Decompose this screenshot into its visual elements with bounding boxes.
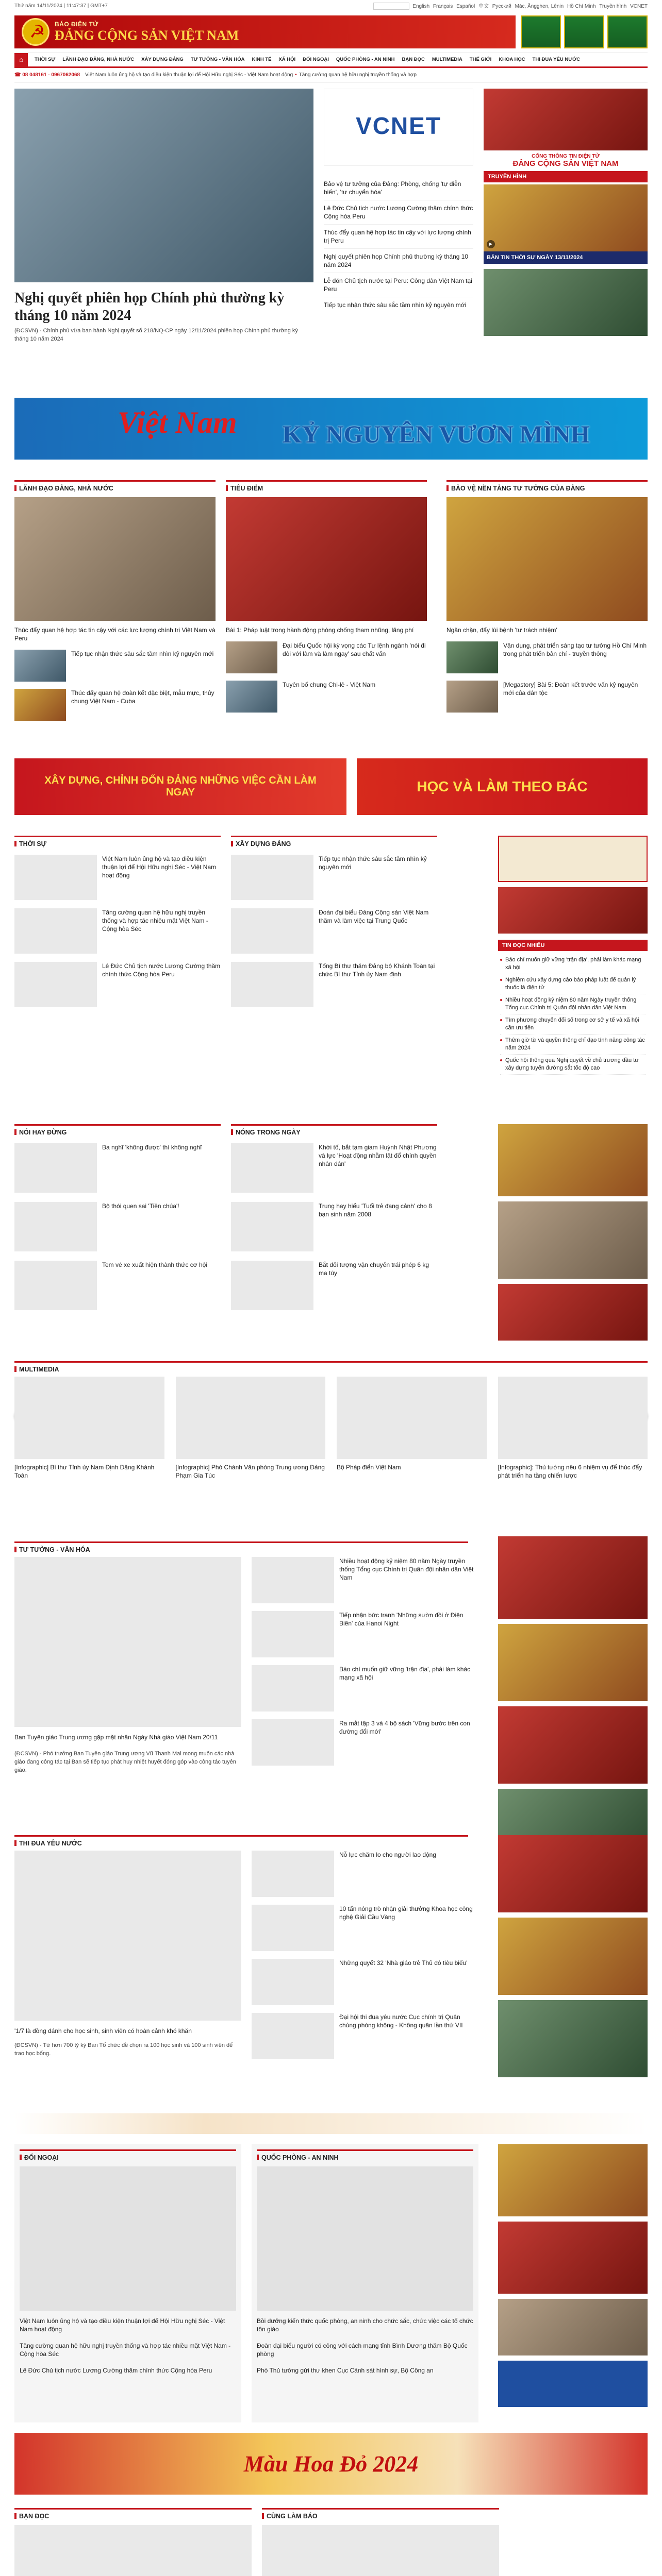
ribbon-ad[interactable] [14,2113,648,2134]
right-ad[interactable] [498,1124,648,1196]
article-title[interactable]: Bắt đối tượng vận chuyển trái phép 6 kg ma túy [319,1261,429,1277]
article-sapo: (ĐCSVN) - Từ hơn 700 tỷ ký Ban Tổ chức đề chọn ra 100 học sinh và 100 sinh viên để trao học bổng. [14,2042,233,2057]
article-title[interactable]: Tiếp nhận bức tranh 'Những sườn đồi ở Điện Biên' của Hanoi Night [339,1612,464,1627]
viet-nam-banner[interactable] [14,398,648,460]
section-title[interactable]: XÂY DỰNG ĐẢNG [231,836,437,848]
top-link-hcm[interactable]: Hồ Chí Minh [567,3,596,9]
article-image[interactable] [262,2525,499,2576]
thumb[interactable] [14,1143,97,1193]
play-icon[interactable]: ▶ [487,240,495,248]
article-title[interactable]: Bồi dưỡng kiến thức quốc phòng, an ninh cho chức sắc, chức việc các tổ chức tôn giáo [257,2317,473,2333]
right-ad[interactable] [498,2144,648,2216]
list-item[interactable] [252,1959,478,2008]
header-ad[interactable] [607,15,648,48]
article-title[interactable]: Thúc đẩy quan hệ hợp tác tin cậy với các lực lượng chính trị Việt Nam và Peru [14,626,216,642]
list-item[interactable]: Báo chí muốn giữ vững 'trận địa', phải làm khác mạng xã hội [500,954,646,974]
list-item[interactable]: Nghiêm cứu xây dựng cảo báo pháp luật để quản lý thuốc lá điện tử [500,974,646,994]
thumb[interactable] [14,855,97,900]
article-title[interactable]: Việt Nam luôn ủng hộ và tạo điều kiện thuận lợi để Hội Hữu nghị Séc - Việt Nam hoạt động [102,855,217,879]
language-link-cn[interactable]: 中文 [478,3,489,9]
thumb[interactable] [446,681,498,713]
hotline: ☎ 08 048161 - 0967062068 [14,72,80,78]
banner-title: Màu Hoa Đỏ 2024 [243,2451,419,2477]
article-title[interactable]: '1/7 là đồng đánh cho học sinh, sinh viên có hoàn cảnh khó khăn [14,2027,192,2035]
thumb[interactable] [252,1905,334,1951]
list-item[interactable] [14,1202,221,1253]
section-thoisu [14,836,221,1008]
article-title[interactable]: Tiếp tục nhận thức sâu sắc tầm nhìn kỷ nguyên mới [71,650,214,657]
article-title[interactable]: Tổng Bí thư thăm Đảng bộ Khánh Toàn tại chức Bí thư Tỉnh ủy Nam định [319,962,435,978]
side-news-item[interactable]: Lê Đức Chủ tịch nước Lương Cường thăm chính thức Cộng hòa Peru [324,200,473,225]
article-title[interactable]: Khởi tố, bắt tạm giam Huỳnh Nhật Phương và lực 'Hoạt động nhằm lật đổ chính quyền nhân dân' [319,1144,437,1167]
list-item[interactable] [252,1665,478,1714]
list-item[interactable] [446,641,648,673]
nav-item-xahoi[interactable]: XÃ HỘI [278,57,296,62]
thumb[interactable] [14,1261,97,1310]
list-item[interactable] [252,1557,478,1606]
home-icon[interactable]: ⌂ [14,53,28,66]
right-column [484,89,648,336]
most-read-list [498,951,648,1078]
headline-image[interactable] [14,89,313,282]
thumb[interactable] [231,1202,313,1251]
right-ad[interactable] [498,1536,648,1619]
thumb[interactable] [337,1377,487,1459]
article-title[interactable]: Bộ thói quen sai 'Tiền chúa'! [102,1202,179,1210]
article-title[interactable]: Tăng cường quan hệ hữu nghị truyền thống và hợp tác nhiều mặt Việt Nam - Cộng hòa Séc [102,909,208,933]
article-title[interactable]: Lê Đức Chủ tịch nước Lương Cường thăm chính thức Cộng hòa Peru [102,962,221,978]
party-emblem-icon [22,18,49,46]
nav-item-kinhte[interactable]: KINH TẾ [252,57,272,62]
nav-item-lanhdao[interactable]: LÃNH ĐẠO ĐẢNG, NHÀ NƯỚC [62,57,135,62]
nav-item-doingoai[interactable]: ĐỐI NGOẠI [303,57,329,62]
datetime: Thứ năm 14/11/2024 | 11:47:37 | GMT+7 [14,3,108,9]
ad-hoctap[interactable]: HỌC VÀ LÀM THEO BÁC [357,758,648,815]
nav-item-thidua[interactable]: THI ĐUA YÊU NƯỚC [532,57,581,62]
article-image[interactable] [14,497,216,621]
portal-caption[interactable] [484,150,648,171]
thumb[interactable] [446,641,498,673]
right-ad[interactable] [498,887,648,934]
list-item[interactable] [252,2013,478,2062]
section-title[interactable]: THỜI SỰ [14,836,221,848]
section-bandoc [14,2508,252,2576]
section-title[interactable]: NÓNG TRONG NGÀY [231,1124,437,1136]
article-title[interactable]: [Infographic] Bí thư Tỉnh ủy Nam Định Đặng Khánh Toàn [14,1464,155,1479]
right-ad[interactable] [498,1706,648,1784]
right-column-4 [498,1536,648,1845]
right-column-6 [498,2144,648,2407]
article-title[interactable]: Bộ Pháp điển Việt Nam [337,1464,401,1471]
article-title[interactable]: [Infographic] Phó Chánh Văn phòng Trung ương Đảng Phạm Gia Túc [175,1464,325,1479]
banner-line1: Việt Nam [118,405,237,439]
nav-item-multimedia[interactable]: MULTIMEDIA [432,57,462,62]
thumb[interactable] [226,681,277,713]
news-block-2 [14,1124,648,1346]
headline-sapo: (ĐCSVN) - Chính phủ vừa ban hành Nghị quyết số 218/NQ-CP ngày 12/11/2024 phiên họp Chính phủ thường kỳ tháng 10 năm 2024 [14,328,298,342]
section-thidua [14,1835,648,2108]
language-link-fr[interactable]: Français [433,3,453,9]
thumb[interactable] [14,689,66,721]
tutuong-list [252,1557,478,1768]
carousel-item[interactable] [498,1377,648,1480]
list-item[interactable]: Tìm phương chuyển đổi số trong cơ sở y tế và xã hội cần ưu tiên [500,1014,646,1035]
list-item[interactable] [252,1611,478,1660]
section-title[interactable]: QUỐC PHÒNG - AN NINH [257,2149,473,2161]
side-news-item[interactable]: Thúc đẩy quan hệ hợp tác tin cậy với lực lượng chính trị Peru [324,225,473,249]
thumb[interactable] [231,1143,313,1193]
thumb[interactable] [14,650,66,682]
right-ad[interactable] [498,1624,648,1701]
header [14,11,648,53]
news-block-3 [14,2144,648,2433]
nav-item-quocphong[interactable]: QUỐC PHÒNG - AN NINH [336,57,395,62]
top-link-vcnet[interactable]: VCNET [630,3,648,9]
thumb[interactable] [231,908,313,954]
right-ad[interactable] [484,269,648,336]
nav-item-khoahoc[interactable]: KHOA HỌC [499,57,525,62]
article-title[interactable]: Vận dụng, phát triển sáng tạo tư tưởng Hồ Chí Minh trong phát triển bản chí - truyền thông [503,642,647,657]
section-noihaydung [14,1124,221,1312]
article-image[interactable] [14,2525,252,2576]
side-news-item[interactable]: Lễ đón Chủ tịch nước tại Peru: Công dân Việt Nam tại Peru [324,273,473,297]
article-title[interactable]: 10 tấn nông trò nhận giải thưởng Khoa học công nghệ Giải Cầu Vàng [339,1905,473,1921]
section-title[interactable]: BẢO VỆ NỀN TẢNG TƯ TƯỞNG CỦA ĐẢNG [446,480,648,492]
article-title[interactable]: Tăng cường quan hệ hữu nghị truyền thống và hợp tác nhiều mặt Việt Nam - Cộng hòa Séc [20,2342,231,2358]
thumb[interactable] [498,1377,648,1459]
thumb[interactable] [252,1719,334,1766]
article-title[interactable]: Tiếp tục nhận thức sâu sắc tầm nhìn kỷ nguyên mới [319,855,427,871]
list-item[interactable] [14,689,216,721]
list-item[interactable] [231,855,437,901]
article-image[interactable] [226,497,427,621]
side-news [324,176,473,313]
article-image[interactable] [257,2166,473,2311]
ticker-item[interactable]: Việt Nam luôn ủng hộ và tạo điều kiện thuận lợi để Hội Hữu nghị Séc - Việt Nam hoạt động [85,72,293,78]
article-title[interactable]: Ngăn chặn, đẩy lùi bệnh 'tư trách nhiệm' [446,626,557,634]
header-ad[interactable] [564,15,604,48]
language-link-en[interactable]: English [412,3,430,9]
nav-item-xaydung[interactable]: XÂY DỰNG ĐẢNG [141,57,184,62]
language-link-ru[interactable]: Русский [492,3,511,9]
portal-image[interactable] [484,89,648,150]
article-title[interactable]: Đại hội thi đua yêu nước Cục chính trị Quân chủng phòng không - Không quân lần thứ VII [339,2013,463,2029]
article-title[interactable]: Ra mắt tập 3 và 4 bộ sách 'Vững bước trên con đường đổi mới' [339,1720,470,1735]
list-item[interactable] [14,908,221,955]
list-item[interactable] [14,650,216,682]
vcnet-logo-box[interactable] [324,89,473,166]
side-news-item[interactable]: Bảo vệ tư tưởng của Đảng: Phòng, chống 'tự diễn biến', 'tự chuyển hóa' [324,176,473,200]
list-item[interactable] [231,1261,437,1312]
thumb[interactable] [176,1377,326,1459]
list-item[interactable] [226,681,427,713]
article-sapo: (ĐCSVN) - Phó trưởng Ban Tuyên giáo Trung ương Vũ Thanh Mai mong muốn các nhà giáo đang công tác tại Ban sẽ tiếp tục phát huy nhiệt huyết đóng góp vào công tác tuyên giáo. [14,1751,236,1773]
thumb[interactable] [252,1959,334,2005]
ad-xaydungdang[interactable]: XÂY DỰNG, CHỈNH ĐỐN ĐẢNG NHỮNG VIỆC CẦN LÀM NGAY [14,758,346,815]
article-image[interactable] [14,1851,241,2021]
side-news-item[interactable]: Nghị quyết phiên họp Chính phủ thường kỳ tháng 10 năm 2024 [324,249,473,273]
news-block-4 [14,2508,648,2576]
section-title[interactable]: ĐỐI NGOẠI [20,2149,236,2161]
section-title[interactable]: CÙNG LÀM BÁO [262,2508,499,2520]
section-title[interactable]: THI ĐUA YÊU NƯỚC [14,1835,468,1847]
list-item[interactable] [252,1905,478,1954]
portal-title: ĐẢNG CỘNG SẢN VIỆT NAM [512,159,619,168]
thumb[interactable] [252,1611,334,1657]
article-title[interactable]: Nhiều hoạt động kỷ niệm 80 năm Ngày truyền thống Tổng cục Chính trị Quân đội nhân dân Việt Nam [339,1557,474,1581]
right-ad[interactable] [498,1835,648,1912]
article-title[interactable]: Phó Thủ tướng gửi thư khen Cục Cảnh sát hình sự, Bộ Công an [257,2367,434,2374]
nav-item-thegioi[interactable]: THẾ GIỚI [469,57,492,62]
article-title[interactable]: Trung hay hiểu 'Tuổi trẻ đang cảnh' cho 8 bạn sinh năm 2008 [319,1202,432,1218]
section-title[interactable]: BẠN ĐỌC [14,2508,252,2520]
top-link-tv[interactable]: Truyền hình [599,3,627,9]
section-multimedia [14,1361,648,1541]
side-news-item[interactable]: Tiếp tục nhận thức sâu sắc tầm nhìn kỷ nguyên mới [324,301,467,309]
list-item[interactable] [14,962,221,1008]
article-title[interactable]: Đại biểu Quốc hội kỳ vọng các Tư lệnh ngành 'nói đi đôi với làm và làm ngay' sau chất vấn [283,642,426,657]
top-link-marx[interactable]: Mác, Ăngghen, Lênin [515,3,564,9]
thumb[interactable] [226,641,277,673]
section-doingoai [14,2144,241,2422]
article-title[interactable]: Thúc đẩy quan hệ đoàn kết đặc biệt, mẫu mực, thủy chung Việt Nam - Cuba [71,689,214,705]
article-title[interactable]: Tuyên bố chung Chi-lê - Việt Nam [283,681,376,688]
section-quocphong [252,2144,478,2422]
mauhoado-banner[interactable] [14,2433,648,2495]
header-ad[interactable] [521,15,561,48]
section-title[interactable]: LÃNH ĐẠO ĐẢNG, NHÀ NƯỚC [14,480,216,492]
thumb[interactable] [14,1377,164,1459]
right-ad[interactable] [498,2222,648,2294]
thumb[interactable] [252,1665,334,1711]
right-ad[interactable] [498,1284,648,1341]
section-xaydungdang [231,836,437,1008]
thumb[interactable] [14,908,97,954]
list-item[interactable]: Nhiều hoạt động kỷ niệm 80 năm Ngày truyền thống Tổng cục Chính trị Quân đội nhân dân Việt Nam [500,994,646,1014]
section-nongtrongngay [231,1124,437,1312]
tv-video[interactable] [484,184,648,251]
thumb[interactable] [14,1202,97,1251]
news-block-1 [14,836,648,1124]
list-item[interactable] [226,641,427,673]
right-ad[interactable] [498,2299,648,2355]
list-item[interactable] [231,908,437,955]
thumb[interactable] [252,1557,334,1603]
list-item[interactable] [231,1202,437,1253]
news-ticker [14,68,648,82]
right-ad[interactable] [498,836,648,882]
ticker-item[interactable]: Tăng cường quan hệ hữu nghị truyền thống và hợp [299,72,417,78]
section-title[interactable]: NÓI HAY ĐỪNG [14,1124,221,1136]
article-title[interactable]: Đoàn đại biểu Đảng Cộng sản Việt Nam thăm và làm việc tại Trung Quốc [319,909,429,924]
article-image[interactable] [14,1557,241,1727]
most-read-title[interactable]: TIN ĐỌC NHIỀU [498,940,648,951]
section-title[interactable]: TƯ TƯỞNG - VĂN HÓA [14,1541,468,1553]
right-column-5 [498,1835,648,2077]
section-tieudiem [226,480,427,713]
ticker-items: Việt Nam luôn ủng hộ và tạo điều kiện thuận lợi để Hội Hữu nghị Séc - Việt Nam hoạt động • Tăng cường quan hệ hữu nghị truyền thống và hợp [85,72,417,78]
thumb[interactable] [14,962,97,1007]
thumb[interactable] [252,2013,334,2059]
headline-title[interactable]: Nghị quyết phiên họp Chính phủ thường kỳ tháng 10 năm 2024 [14,290,285,324]
thumb[interactable] [231,962,313,1007]
article-title[interactable]: Lê Đức Chủ tịch nước Lương Cường thăm chính thức Cộng hòa Peru [20,2367,212,2374]
list-item[interactable] [446,681,648,713]
vcnet-logo: VCNET [356,112,441,139]
nav-item-tutuong[interactable]: TƯ TƯỞNG - VĂN HÓA [190,57,245,62]
section-title[interactable]: TIÊU ĐIỂM [226,480,427,492]
banner-line2: KỶ NGUYÊN VƯƠN MÌNH [283,421,590,448]
tv-section-title[interactable]: TRUYỀN HÌNH [484,171,648,182]
article-title[interactable]: Những quyết 32 'Nhà giáo trẻ Thủ đô tiêu biểu' [339,1959,468,1967]
article-image[interactable] [446,497,648,621]
carousel-item[interactable] [14,1377,164,1480]
article-title[interactable]: Tem vé xe xuất hiện thành thức cơ hội [102,1261,208,1268]
right-ad[interactable] [498,2361,648,2407]
right-ad[interactable] [498,1201,648,1279]
nav-item-bandoc[interactable]: BẠN ĐỌC [402,57,425,62]
thidua-list [252,1851,478,2062]
section-tutuong [14,1541,648,1835]
multimedia-carousel [14,1377,648,1480]
thumb[interactable] [231,855,313,900]
article-title[interactable]: Ba nghĩ 'không được' thì không nghĩ [102,1144,202,1151]
list-item[interactable]: Quốc hội thông qua Nghị quyết về chủ trương đầu tư xây dựng tuyến đường sắt tốc độ cao [500,1055,646,1075]
nav-item-thoisu[interactable]: THỜI SỰ [35,57,56,62]
list-item[interactable] [252,1851,478,1900]
language-link-es[interactable]: Español [456,3,475,9]
portal-label: CỔNG THÔNG TIN ĐIỆN TỬ [532,154,600,159]
top-news [14,89,648,393]
list-item[interactable] [14,1261,221,1312]
article-title[interactable]: Đoàn đại biểu người có công với cách mạng tỉnh Bình Dương thăm Bộ Quốc phòng [257,2342,468,2358]
right-ad[interactable] [498,1918,648,1995]
article-title[interactable]: [Megastory] Bài 5: Đoàn kết trước vấn kỷ nguyên mới của dân tộc [503,681,638,697]
thumb[interactable] [252,1851,334,1897]
list-item[interactable] [14,1143,221,1195]
article-title[interactable]: [Infographic]: Thủ tướng nêu 6 nhiệm vụ để thúc đẩy phát triển ha tầng chiến lược [498,1464,642,1479]
site-logo[interactable] [14,15,516,48]
topbar [14,0,648,11]
right-column-3 [498,1124,648,1341]
right-ad[interactable] [498,2000,648,2077]
article-title[interactable]: Ban Tuyên giáo Trung ương gặp mặt nhân Ngày Nhà giáo Việt Nam 20/11 [14,1734,218,1741]
campaign-ads [14,758,648,815]
search-input[interactable] [373,3,409,10]
featured-sections [14,480,648,758]
right-column-2 [498,836,648,1078]
brand-small: BÁO ĐIỆN TỬ [55,20,98,28]
thumb[interactable] [231,1261,313,1310]
main-nav [14,53,648,68]
article-title[interactable]: Việt Nam luôn ủng hộ và tạo điều kiện thuận lợi để Hội Hữu nghị Séc - Việt Nam hoạt động [20,2317,225,2333]
page [14,0,648,2576]
brand-title: ĐẢNG CỘNG SẢN VIỆT NAM [55,27,239,43]
carousel-item[interactable] [176,1377,326,1480]
list-item[interactable] [252,1719,478,1768]
tv-caption[interactable]: BẢN TIN THỜI SỰ NGÀY 13/11/2024 [484,251,648,264]
header-ads [521,15,648,48]
article-title[interactable]: Bài 1: Pháp luật trong hành động phòng chống tham nhũng, lãng phí [226,626,414,634]
section-cunglambao [262,2508,499,2576]
list-item[interactable] [231,1143,437,1195]
article-image[interactable] [20,2166,236,2311]
article-title[interactable]: Báo chí muốn giữ vững 'trận địa', phải làm khác mạng xã hội [339,1666,471,1681]
list-item[interactable]: Thêm giờ từ và quyền thông chỉ đạo tính năng công tác năm 2024 [500,1035,646,1055]
section-baove [446,480,648,713]
article-title[interactable]: Nỗ lực chăm lo cho người lao động [339,1851,437,1858]
list-item[interactable] [14,855,221,901]
list-item[interactable] [231,962,437,1008]
carousel-item[interactable] [337,1377,487,1480]
section-title[interactable]: MULTIMEDIA [14,1361,648,1373]
section-lanhdao [14,480,216,721]
top-links [371,2,648,10]
